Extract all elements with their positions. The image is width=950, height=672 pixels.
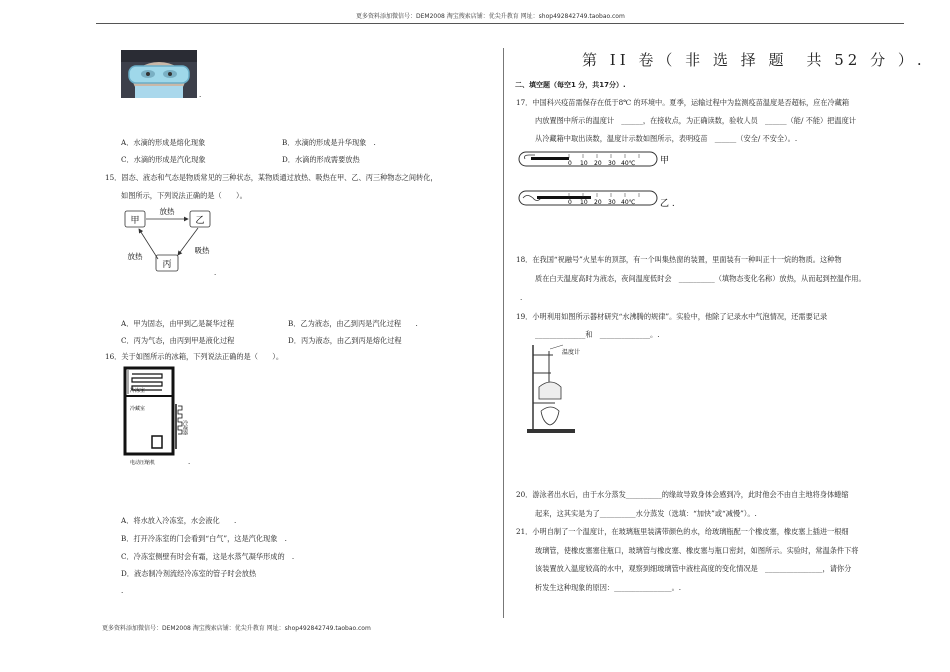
part-two-title: 第 II 卷（ 非 选 择 题 共 52 分 ）. [582, 51, 926, 69]
apparatus-thermometer-label: 温度计 [562, 349, 581, 356]
label-release-2: 放热 [127, 252, 143, 261]
tick-label: 30 [608, 160, 616, 167]
q14-option-a: A．水滴的形成是熔化现象 [121, 138, 206, 147]
q21-line4: 析发生这种现象的原因：________________。. [535, 583, 682, 592]
section-heading: 二、填空题（每空1 分，共17分）. [515, 81, 626, 89]
q18-line2: 质在白天温度高时为液态，夜间温度低时会 __________（填物态变化名称）放热，从而起到控温作用。 [535, 274, 866, 283]
thermometer-yi-label: 乙 . [660, 199, 675, 209]
tick-label: 20 [594, 160, 602, 167]
tick-label: 20 [594, 199, 602, 206]
thermometer-jia-label: 甲 [660, 156, 670, 166]
q21-line2: 玻璃管，使橡皮塞塞住瓶口，玻璃管与橡皮塞、橡皮塞与瓶口密封，如图所示。实验时，常温条件下将 [535, 546, 859, 555]
q15-option-a: A．甲为固态，由甲到乙是凝华过程 [121, 319, 235, 328]
tick-label: 40℃ [621, 199, 636, 206]
tick-label: 30 [608, 199, 616, 206]
q16-option-c: C．冷冻室侧壁有时会有霜，这是水蒸气凝华形成的 . [121, 552, 295, 561]
tick-label: 10 [580, 160, 588, 167]
diagram-dot: . [214, 269, 217, 277]
tick-label: 0 [568, 199, 572, 206]
q15-option-b: B．乙为液态，由乙到丙是汽化过程 . [288, 319, 418, 328]
q17-line2: 内放置图中所示的温度计 ______，在接收点，为正确读数，验收人员 ______（能/ 不能）把温度计 [535, 116, 856, 125]
page-header: 更多资料添加微信号：DEM2008 淘宝搜索店铺：优尖升教育 网址：shop492842749.taobao.com [356, 13, 625, 20]
label-fridge: 冷藏室 [130, 406, 146, 412]
label-freezer: 冷冻室 [130, 388, 146, 394]
q15-stem-line2: 如图所示，下列说法正确的是（ ）。 [121, 191, 247, 200]
q16-stem: 16．关于如图所示的冰箱，下列说法正确的是（ ）。 [105, 352, 284, 361]
q18-line1: 18．在我国“祝融号”火星车的顶部，有一个叫集热窗的装置，里面装有一种叫正十一烷的物质。这种物 [516, 255, 842, 264]
state-change-diagram [120, 203, 220, 278]
q16-trail-dot: . [121, 586, 124, 595]
thermometer-yi [517, 188, 677, 210]
label-compressor: 电动压缩机 [130, 460, 156, 466]
thermometer-jia [517, 149, 672, 171]
page-footer: 更多资料添加微信号：DEM2008 淘宝搜索店铺：优尖升教育 网址：shop492842749.taobao.com [102, 625, 371, 632]
label-absorb: 吸热 [194, 246, 210, 255]
label-release-1: 放热 [159, 207, 175, 216]
q17-line3: 从冷藏箱中取出读数，温度计示数如图所示，表明疫苗 ______（安全/ 不安全）。. [535, 134, 798, 143]
goggles-photo [121, 50, 197, 98]
refrigerator-diagram [120, 364, 200, 468]
fridge-dot: . [188, 458, 191, 466]
q14-option-c: C．水滴的形成是汽化现象 [121, 155, 206, 164]
q17-line1: 17．中国科兴疫苗需保存在低于8℃ 的环境中。夏季，运输过程中为监测疫苗温度是否超标，应在冷藏箱 [516, 98, 850, 107]
state-yi: 乙 [195, 216, 205, 226]
tick-label: 10 [580, 199, 588, 206]
photo-dot: . [199, 90, 202, 99]
q21-line1: 21．小明自制了一个温度计，在玻璃瓶里装满带颜色的水，给玻璃瓶配一个橡皮塞，橡皮塞上插进一根细 [516, 527, 849, 536]
q21-line3: 该装置放入温度较高的水中，观察到细玻璃管中液柱高度的变化情况是 ________________，请你分 [535, 564, 852, 573]
q19-line2: ______________和 ______________。. [535, 330, 660, 339]
q14-option-d: D．水滴的形成需要放热 [282, 155, 360, 164]
tick-label: 0 [568, 160, 572, 167]
q14-option-b: B．水滴的形成是升华现象 . [282, 138, 376, 147]
q20-line2: 起来，这其实是为了__________水分蒸发（选填：“加快”或“减慢”）。. [535, 509, 757, 518]
q20-line1: 20．游泳者出水后，由于水分蒸发__________的缘故导致身体会感到冷，此时他会不由自主地将身体蜷缩 [516, 490, 849, 499]
q16-option-d: D．液态制冷剂流经冷冻室的管子时会放热 [121, 569, 257, 578]
tick-label: 40℃ [621, 160, 636, 167]
q15-option-c: C．丙为气态，由丙到甲是液化过程 [121, 336, 235, 345]
q16-option-b: B．打开冷冻室的门会看到“白气”，这是汽化现象 . [121, 534, 287, 543]
state-bing: 丙 [162, 260, 172, 270]
q19-line1: 19．小明利用如图所示器材研究“水沸腾的规律”。实验中，他除了记录水中气泡情况，还需要记录 [516, 312, 828, 321]
label-condenser: 冷凝器 [182, 420, 188, 435]
q15-option-d: D．丙为液态，由乙到丙是熔化过程 [288, 336, 402, 345]
q15-stem-line1: 15．固态、液态和气态是物质常见的三种状态，某物质通过放热、吸热在甲、乙、丙三种物态之间转化， [105, 173, 438, 182]
column-divider [503, 48, 504, 618]
state-jia: 甲 [130, 216, 140, 226]
q16-option-a: A．将水放入冷冻室，水会液化 . [121, 516, 237, 525]
header-rule [96, 23, 904, 24]
q18-line3: . [520, 293, 523, 302]
boiling-apparatus [525, 343, 595, 435]
